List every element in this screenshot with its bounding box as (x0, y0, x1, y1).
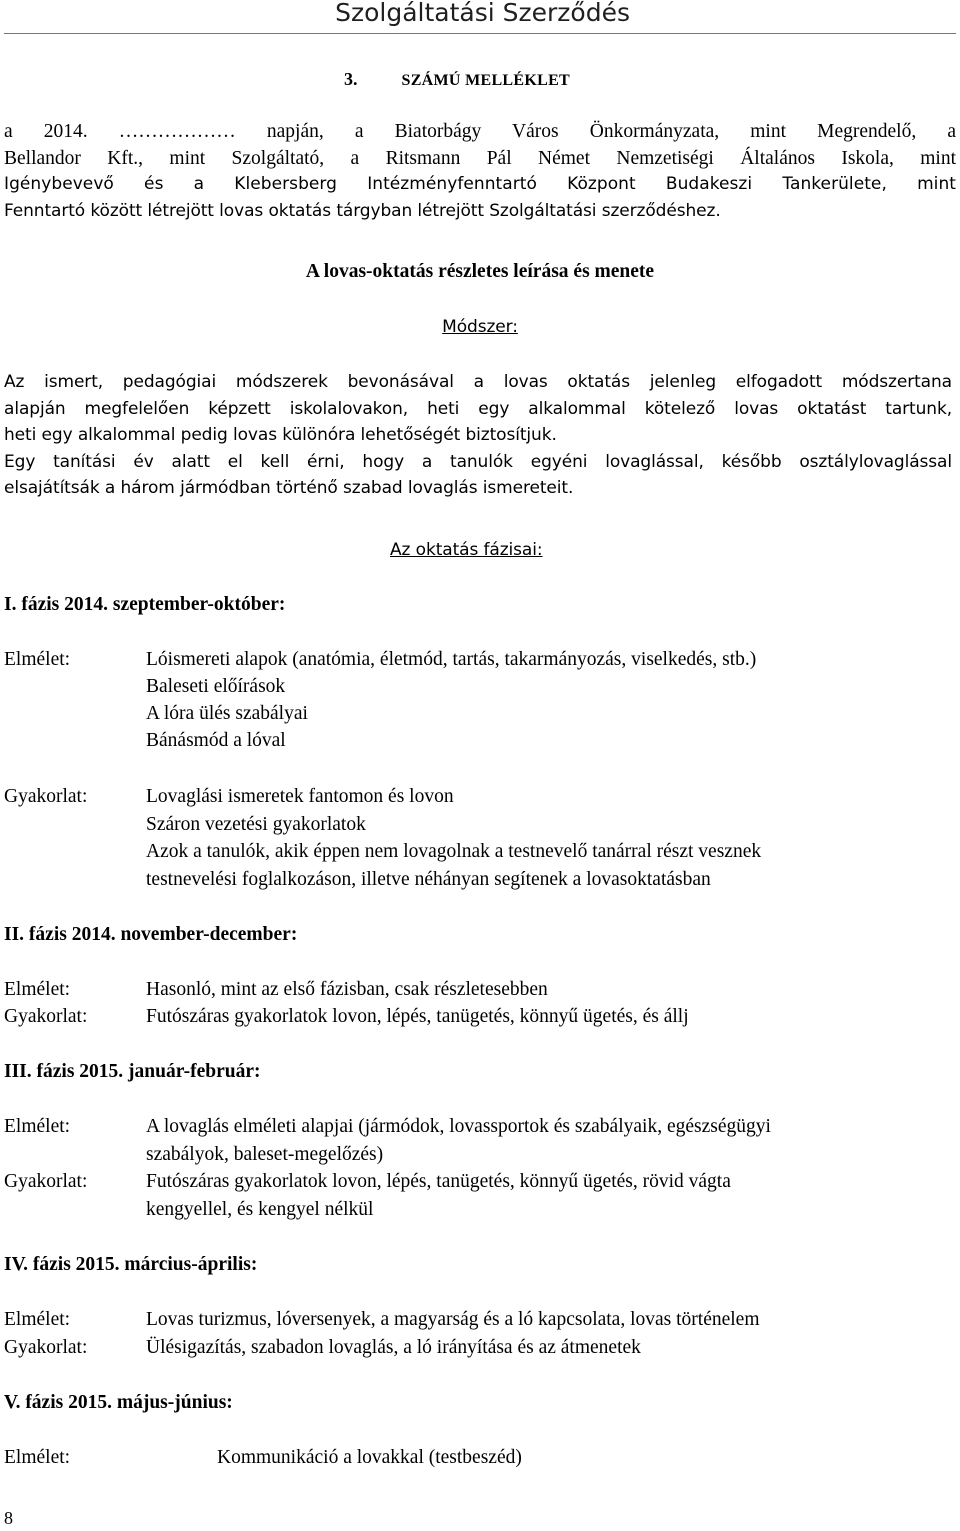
theory-label: Elmélet: (4, 1447, 71, 1468)
annex-heading (344, 66, 570, 94)
phase-heading: V. fázis 2015. május-június: (4, 1392, 233, 1413)
theory-item: Lóismereti alapok (anatómia, életmód, tartás, takarmányozás, viselkedés, stb.) (146, 649, 757, 670)
theory-label: Elmélet: (4, 1116, 71, 1137)
page-number: 8 (4, 1508, 13, 1528)
practice-item: Lovaglási ismeretek fantomon és lovon (146, 786, 454, 807)
body-line: Az ismert, pedagógiai módszerek bevonásával a lovas oktatás jelenleg elfogadott módszertana (4, 372, 952, 392)
theory-label: Elmélet: (4, 1309, 71, 1330)
phase-heading: II. fázis 2014. november-december: (4, 924, 298, 945)
header-divider (4, 33, 956, 34)
practice-item: Száron vezetési gyakorlatok (146, 814, 366, 835)
theory-item: A lovaglás elméleti alapjai (jármódok, lovassportok és szabályaik, egészségügyi (146, 1116, 771, 1137)
body-line: alapján megfelelően képzett iskolalovakon, heti egy alkalommal kötelező lovas oktatást tartunk, (4, 398, 952, 419)
practice-item: Futószáras gyakorlatok lovon, lépés, tanügetés, könnyű ügetés, rövid vágta (146, 1171, 731, 1192)
phases-heading (390, 537, 543, 563)
phase-heading: III. fázis 2015. január-február: (4, 1061, 261, 1082)
theory-item: szabályok, baleset-megelőzés) (146, 1144, 384, 1165)
practice-item: Ülésigazítás, szabadon lovaglás, a ló irányítása és az átmenetek (146, 1337, 641, 1358)
body-line: heti egy alkalommal pedig lovas különóra lehetőségét biztosítjuk. (4, 425, 557, 445)
main-heading: A lovas-oktatás részletes leírása és menete (305, 261, 655, 282)
theory-label: Elmélet: (4, 649, 71, 670)
practice-item: Futószáras gyakorlatok lovon, lépés, tanügetés, könnyű ügetés, és állj (146, 1006, 689, 1027)
theory-item: A lóra ülés szabályai (146, 703, 308, 724)
theory-item: Kommunikáció a lovakkal (testbeszéd) (217, 1447, 522, 1468)
phases-heading-text: Az oktatás fázisai: (390, 540, 543, 560)
practice-item: testnevelési foglalkozáson, illetve néhányan segítenek a lovasoktatásban (146, 869, 711, 890)
method-paragraph (4, 369, 952, 502)
header-title: Szolgáltatási Szerződés (335, 0, 630, 27)
intro-line: a 2014. ……………… napján, a Biatorbágy Város Önkormányzata, mint Megrendelő, a (4, 121, 956, 142)
method-heading-text: Módszer: (442, 317, 518, 337)
intro-line: Bellandor Kft., mint Szolgáltató, a Ritsmann Pál Német Nemzetiségi Általános Iskola, mint (4, 147, 956, 169)
annex-label: SZÁMÚ MELLÉKLET (401, 72, 571, 89)
method-heading (0, 314, 960, 340)
practice-label: Gyakorlat: (4, 1171, 88, 1192)
practice-item: kengyellel, és kengyel nélkül (146, 1199, 374, 1220)
theory-label: Elmélet: (4, 979, 71, 1000)
practice-label: Gyakorlat: (4, 1006, 88, 1027)
theory-item: Baleseti előírások (146, 676, 286, 697)
theory-item: Lovas turizmus, lóversenyek, a magyarság és a ló kapcsolata, lovas történelem (146, 1309, 760, 1330)
intro-paragraph (4, 118, 956, 224)
phase-heading: IV. fázis 2015. március-április: (4, 1254, 258, 1275)
body-line: elsajátítsák a három jármódban történő szabad lovaglás ismereteit. (4, 478, 574, 498)
practice-label: Gyakorlat: (4, 786, 88, 807)
body-line: Egy tanítási év alatt el kell érni, hogy a tanulók egyéni lovaglással, később osztálylovaglással (4, 451, 952, 472)
theory-item: Hasonló, mint az első fázisban, csak részletesebben (146, 979, 548, 1000)
theory-item: Bánásmód a lóval (146, 730, 286, 751)
intro-line: Igénybevevő és a Klebersberg Intézményfenntartó Központ Budakeszi Tankerülete, mint (4, 174, 956, 194)
practice-item: Azok a tanulók, akik éppen nem lovagolnak a testnevelő tanárral részt vesznek (146, 841, 762, 862)
intro-line: Fenntartó között létrejött lovas oktatás tárgyban létrejött Szolgáltatási szerződéshez. (4, 200, 721, 221)
practice-label: Gyakorlat: (4, 1337, 88, 1358)
phase-heading: I. fázis 2014. szeptember-október: (4, 594, 286, 615)
annex-number: 3. (344, 69, 358, 89)
